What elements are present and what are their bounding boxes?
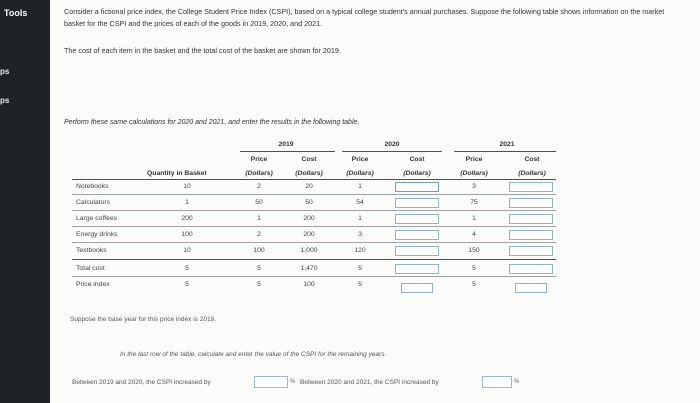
cost-header-2019: Cost: [301, 156, 317, 163]
cspi-table: [50, 0, 700, 403]
row-divider: [72, 276, 556, 277]
year-rule-2021: [454, 151, 556, 152]
cost-2019-value: 1,470: [300, 265, 318, 272]
item-name: Notebooks: [76, 183, 109, 190]
cost-2021-input[interactable]: [509, 230, 553, 240]
instruction-text: Perform these same calculations for 2020 and 2021, and enter the results in the following table.: [64, 119, 360, 126]
item-name: Large coffees: [76, 215, 118, 222]
last-row-instruction: In the last row of the table, calculate and enter the value of the CSPI for the remaining years.: [120, 351, 387, 358]
increase-2020-2021-input[interactable]: [482, 376, 512, 388]
quantity-value: 100: [181, 231, 193, 238]
dollars-header-p2021: (Dollars): [460, 170, 488, 177]
row-divider: [72, 242, 556, 243]
price-2020-value: 1: [358, 183, 362, 190]
year-rule-2019: [240, 151, 335, 152]
year-header-2019: 2019: [278, 141, 294, 148]
cost-2020-input[interactable]: [395, 214, 439, 224]
price-2019-value: 50: [255, 199, 263, 206]
price-2021-value: 75: [470, 199, 478, 206]
dollars-header-c2019: (Dollars): [295, 170, 323, 177]
price-2019-value: 5: [257, 265, 261, 272]
price-2020-value: 120: [354, 247, 366, 254]
quantity-value: 1: [185, 199, 189, 206]
cost-2020-input[interactable]: [395, 198, 439, 208]
item-name: Energy drinks: [76, 231, 118, 238]
item-name: Total cost: [76, 265, 105, 272]
quantity-value: 5: [185, 265, 189, 272]
cost-2020-input[interactable]: [395, 182, 439, 192]
year-header-2020: 2020: [384, 141, 400, 148]
cost-2019-value: 200: [303, 231, 315, 238]
base-year-note: Suppose the base year for this price index is 2019.: [70, 316, 216, 323]
price-2021-value: 5: [472, 281, 476, 288]
total-divider: [72, 259, 556, 260]
cost-2020-input[interactable]: [395, 246, 439, 256]
percent-sign: %: [290, 379, 296, 385]
price-2020-value: 5: [358, 265, 362, 272]
item-name: Calculators: [76, 199, 110, 206]
price-header-2020: Price: [351, 156, 369, 163]
intro-paragraph: Consider a fictional price index, the College Student Price Index (CSPI), based on a typical college student's annual purchases. Suppose the following table shows information on the market basket for the CSPI and the prices of each of the goods in 2019, 2020, and 2021.: [64, 7, 665, 28]
year-rule-2020: [342, 151, 442, 152]
cost-2019-value: 20: [305, 183, 313, 190]
price-2019-value: 100: [253, 247, 265, 254]
cost-header-2021: Cost: [524, 156, 540, 163]
price-header-2021: Price: [465, 156, 483, 163]
increase-2020-2021-label: Between 2020 and 2021, the CSPI increased by: [300, 379, 439, 386]
increase-2019-2020-input[interactable]: [254, 376, 288, 388]
cost-2021-input[interactable]: [509, 214, 553, 224]
sidebar-fragment-2: ps: [0, 96, 10, 105]
quantity-value: 200: [181, 215, 193, 222]
cost-2021-input[interactable]: [509, 182, 553, 192]
cost-2019-value: 100: [303, 281, 315, 288]
price-2019-value: 1: [257, 215, 261, 222]
cost-2021-input[interactable]: [509, 198, 553, 208]
price-2019-value: 2: [257, 231, 261, 238]
price-2020-value: 5: [358, 281, 362, 288]
cost-2019-value: 1,000: [300, 247, 318, 254]
dollars-header-c2021: (Dollars): [518, 170, 546, 177]
cost-note: The cost of each item in the basket and the total cost of the basket are shown for 2019.: [64, 46, 341, 55]
dollars-header-p2019: (Dollars): [245, 170, 273, 177]
cost-header-2020: Cost: [409, 156, 425, 163]
row-divider: [72, 226, 556, 227]
price-index-2021-input[interactable]: [515, 283, 547, 293]
price-2021-value: 1: [472, 215, 476, 222]
price-2019-value: 5: [257, 281, 261, 288]
price-header-2019: Price: [250, 156, 268, 163]
price-2021-value: 3: [472, 183, 476, 190]
price-2021-value: 150: [468, 247, 480, 254]
total-cost-2021-input[interactable]: [509, 264, 553, 274]
item-name: Textbooks: [76, 247, 107, 254]
quantity-value: 10: [183, 183, 191, 190]
cost-2021-input[interactable]: [509, 246, 553, 256]
price-2021-value: 5: [472, 265, 476, 272]
price-2019-value: 2: [257, 183, 261, 190]
question-content: [50, 0, 700, 403]
increase-2019-2020-label: Between 2019 and 2020, the CSPI increased by: [72, 379, 211, 386]
left-sidebar: [0, 0, 50, 403]
dollars-header-p2020: (Dollars): [346, 170, 374, 177]
dollars-header-c2020: (Dollars): [403, 170, 431, 177]
quantity-value: 10: [183, 247, 191, 254]
total-cost-2020-input[interactable]: [395, 264, 439, 274]
quantity-header: Quantity in Basket: [147, 170, 207, 177]
price-index-2020-input[interactable]: [401, 283, 433, 293]
header-rule: [72, 179, 556, 180]
sidebar-fragment-1: ps: [0, 67, 10, 76]
price-2020-value: 54: [356, 199, 364, 206]
percent-sign: %: [514, 379, 520, 385]
cost-2019-value: 50: [305, 199, 313, 206]
price-2020-value: 1: [358, 215, 362, 222]
cost-2020-input[interactable]: [395, 230, 439, 240]
tools-label[interactable]: Tools: [4, 8, 28, 18]
quantity-value: 5: [185, 281, 189, 288]
cost-2019-value: 200: [303, 215, 315, 222]
price-2021-value: 4: [472, 231, 476, 238]
row-divider: [72, 210, 556, 211]
year-header-2021: 2021: [499, 141, 515, 148]
row-divider: [72, 194, 556, 195]
item-name: Price index: [76, 281, 110, 288]
price-2020-value: 3: [358, 231, 362, 238]
